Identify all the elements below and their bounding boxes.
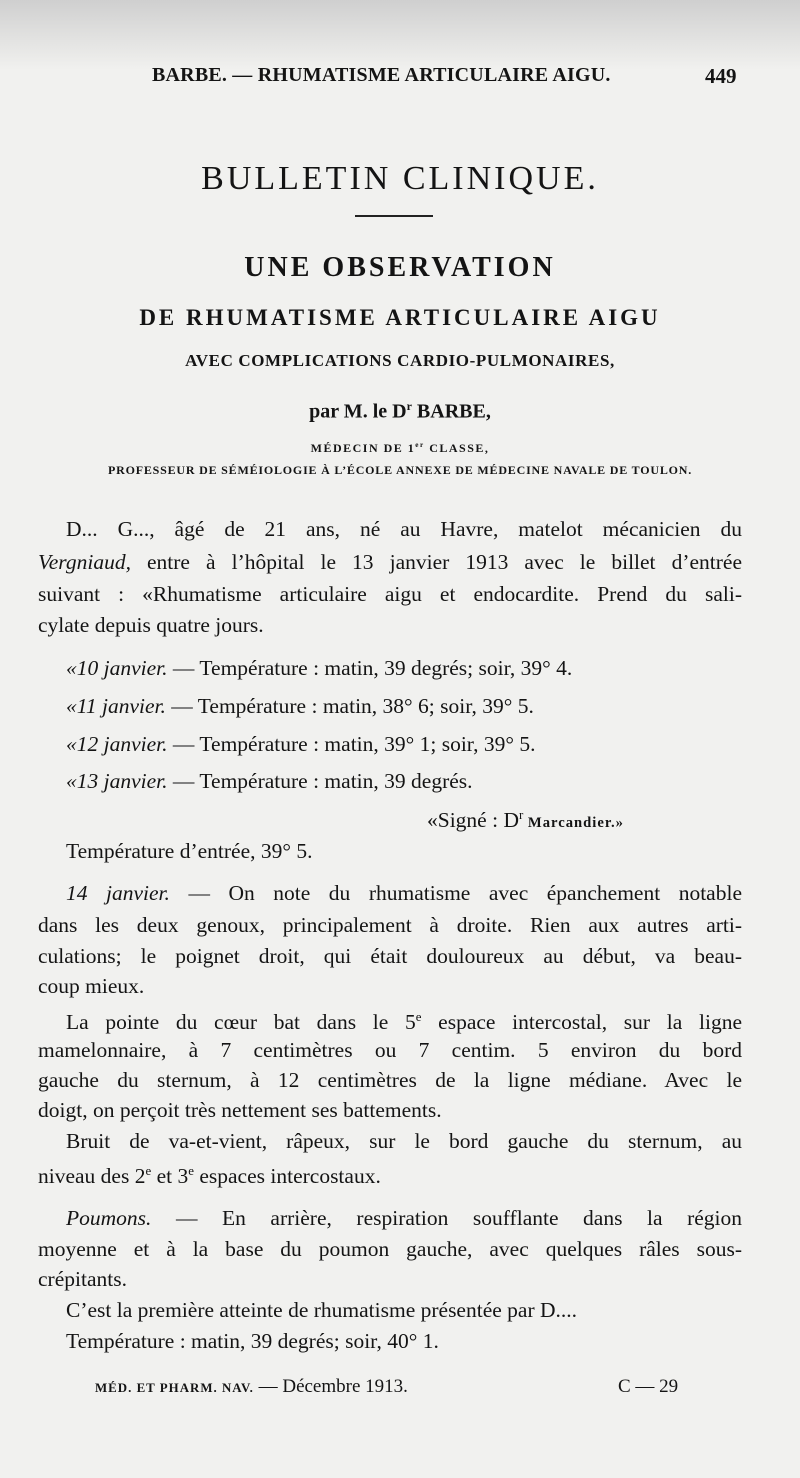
temperature-entry: «12 janvier. — Température : matin, 39° 1; soir, 39° 5. [66,732,536,756]
body-line: culations; le poignet droit, qui était douloureux au début, va beau- [38,944,742,968]
body-line: Température : matin, 39 degrés; soir, 40° 1. [66,1329,439,1353]
temperature-entry: «11 janvier. — Température : matin, 38° 6; soir, 39° 5. [66,694,534,718]
footer-signature-mark: C — 29 [618,1376,679,1397]
footer-journal: MÉD. ET PHARM. NAV. — Décembre 1913. [95,1376,408,1397]
body-line: mamelonnaire, à 7 centimètres ou 7 centim. 5 environ du bord [38,1038,742,1062]
body-line: 14 janvier. — On note du rhumatisme avec épanchement notable [66,881,742,905]
entry-temperature: Température d’entrée, 39° 5. [66,839,313,863]
article-title-line-3: AVEC COMPLICATIONS CARDIO-PULMONAIRES, [185,351,615,370]
running-title: BARBE. — RHUMATISME ARTICULAIRE AIGU. [152,64,611,86]
body-line: gauche du sternum, à 12 centimètres de la ligne médiane. Avec le [38,1068,742,1092]
body-line: crépitants. [38,1267,127,1291]
author-affiliation: PROFESSEUR DE SÉMÉIOLOGIE À L’ÉCOLE ANNEXE DE MÉDECINE NAVALE DE TOULON. [107,463,693,477]
body-line: Vergniaud, entre à l’hôpital le 13 janvier 1913 avec le billet d’entrée [38,550,742,574]
body-line: Poumons. — En arrière, respiration soufflante dans la région [66,1206,742,1230]
title-rule [355,215,433,217]
page-top-shading [0,0,800,70]
article-title-line-1: UNE OBSERVATION [244,252,556,283]
body-line: D... G..., âgé de 21 ans, né au Havre, matelot mécanicien du [66,517,742,541]
author-rank: MÉDECIN DE 1er CLASSE, [310,441,490,455]
body-line: dans les deux genoux, principalement à droite. Rien aux autres arti- [38,913,742,937]
temperature-entry: «10 janvier. — Température : matin, 39 degrés; soir, 39° 4. [66,656,573,680]
signature-line: «Signé : $D^r$ Marcandier.» [427,808,624,833]
body-line: cylate depuis quatre jours. [38,613,264,637]
body-line: niveau des 2e et 3e espaces intercostaux. [38,1164,381,1189]
article-title-line-2: DE RHUMATISME ARTICULAIRE AIGU [139,305,661,330]
body-line: La pointe du cœur bat dans le 5e espace intercostal, sur la ligne [66,1010,742,1035]
body-line: moyenne et à la base du poumon gauche, avec quelques râles sous- [38,1237,742,1261]
temperature-entry: «13 janvier. — Température : matin, 39 degrés. [66,769,473,793]
body-line: doigt, on perçoit très nettement ses battements. [38,1098,442,1122]
body-line: suivant : «Rhumatisme articulaire aigu et endocardite. Prend du sali- [38,582,742,606]
author-byline: par M. le $D^r$ BARBE, [309,399,491,423]
running-header [0,64,800,94]
body-line: coup mieux. [38,974,145,998]
section-title: BULLETIN CLINIQUE. [201,160,599,197]
body-line: Bruit de va-et-vient, râpeux, sur le bord gauche du sternum, au [66,1129,742,1153]
page-number: 449 [705,64,737,88]
page-footer [0,1376,800,1400]
body-line: C’est la première atteinte de rhumatisme présentée par D.... [66,1298,578,1322]
